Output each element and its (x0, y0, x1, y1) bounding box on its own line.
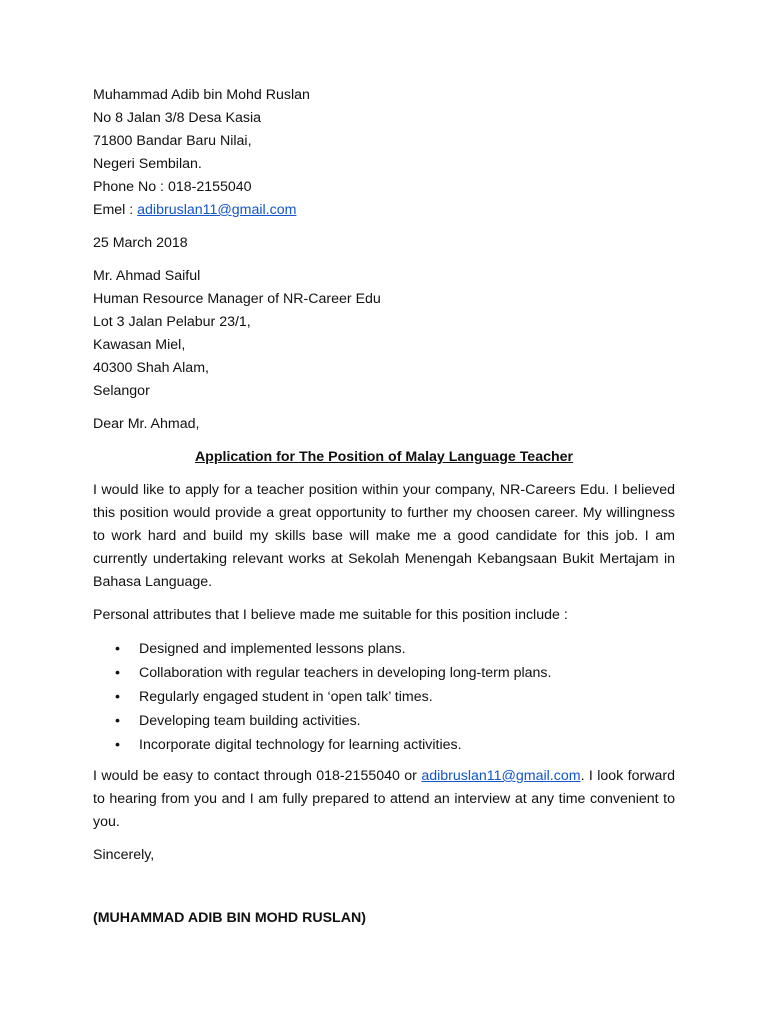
recipient-address-line-1: Lot 3 Jalan Pelabur 23/1, (93, 314, 251, 330)
bullet-icon: • (115, 713, 120, 729)
sender-name: Muhammad Adib bin Mohd Ruslan (93, 87, 310, 103)
list-item (93, 637, 675, 661)
closing-text-1: I would be easy to contact through 018-2155040 or (93, 768, 422, 784)
sender-phone-line (93, 176, 675, 199)
signature-name: (MUHAMMAD ADIB BIN MOHD RUSLAN) (93, 910, 366, 926)
list-item (93, 733, 675, 757)
recipient-address-line-2: Kawasan Miel, (93, 337, 186, 353)
salutation: Dear Mr. Ahmad, (93, 416, 200, 432)
list-item-text: Incorporate digital technology for learning activities. (139, 737, 462, 753)
sender-phone-label: Phone No : (93, 179, 168, 195)
bullet-icon: • (115, 641, 120, 657)
signoff: Sincerely, (93, 847, 155, 863)
recipient-address-line-4: Selangor (93, 383, 150, 399)
body-paragraph-1: I would like to apply for a teacher position within your company, NR-Careers Edu. I believed this position would provide a great opportunity to further my choosen career. My willingness to work hard and build my skills base will make me a good candidate for this job. I am currently undertaking relevant works at Sekolah Menengah Kebangsaan Bukit Mertajam in Bahasa Language. (93, 482, 675, 590)
spacer (93, 436, 675, 446)
recipient-name: Mr. Ahmad Saiful (93, 268, 201, 284)
recipient-address-line-3: 40300 Shah Alam, (93, 360, 209, 376)
sender-address-line-3: Negeri Sembilan. (93, 156, 202, 172)
spacer (93, 222, 675, 232)
spacer (93, 403, 675, 413)
spacer (93, 757, 675, 765)
spacer (93, 594, 675, 604)
sender-phone: 018-2155040 (167, 179, 252, 195)
bullet-icon: • (115, 665, 120, 681)
list-item (93, 685, 675, 709)
letter-subject: Application for The Position of Malay Language Teacher (194, 449, 574, 465)
list-item-text: Collaboration with regular teachers in developing long-term plans. (139, 665, 552, 681)
spacer (93, 255, 675, 265)
recipient-block (93, 265, 675, 403)
sender-email-link[interactable]: adibruslan11@gmail.com (137, 202, 297, 218)
list-item-text: Designed and implemented lessons plans. (139, 641, 406, 657)
list-item (93, 661, 675, 685)
letter-date: 25 March 2018 (93, 235, 188, 251)
attributes-intro: Personal attributes that I believe made me suitable for this position include : (93, 607, 568, 623)
sender-email-line (93, 199, 675, 222)
bullet-icon: • (115, 737, 120, 753)
sender-address-line-2: 71800 Bandar Baru Nilai, (93, 133, 252, 149)
sender-block (93, 84, 675, 222)
spacer (93, 834, 675, 844)
recipient-title: Human Resource Manager of NR-Career Edu (93, 291, 381, 307)
closing-text-2: . I look forward to hearing from you and I am fully prepared to attend an interview at any time convenient to you. (93, 768, 675, 830)
spacer (93, 627, 675, 637)
spacer (93, 469, 675, 479)
attributes-list (93, 637, 675, 757)
closing-paragraph (93, 765, 675, 834)
list-item (93, 709, 675, 733)
bullet-icon: • (115, 689, 120, 705)
sender-email-label: Emel : (93, 202, 138, 218)
list-item-text: Developing team building activities. (139, 713, 361, 729)
sender-address-line-1: No 8 Jalan 3/8 Desa Kasia (93, 110, 261, 126)
letter-page (93, 84, 675, 930)
closing-email-link[interactable]: adibruslan11@gmail.com (421, 768, 581, 784)
spacer (93, 867, 675, 907)
list-item-text: Regularly engaged student in ‘open talk’ times. (139, 689, 433, 705)
